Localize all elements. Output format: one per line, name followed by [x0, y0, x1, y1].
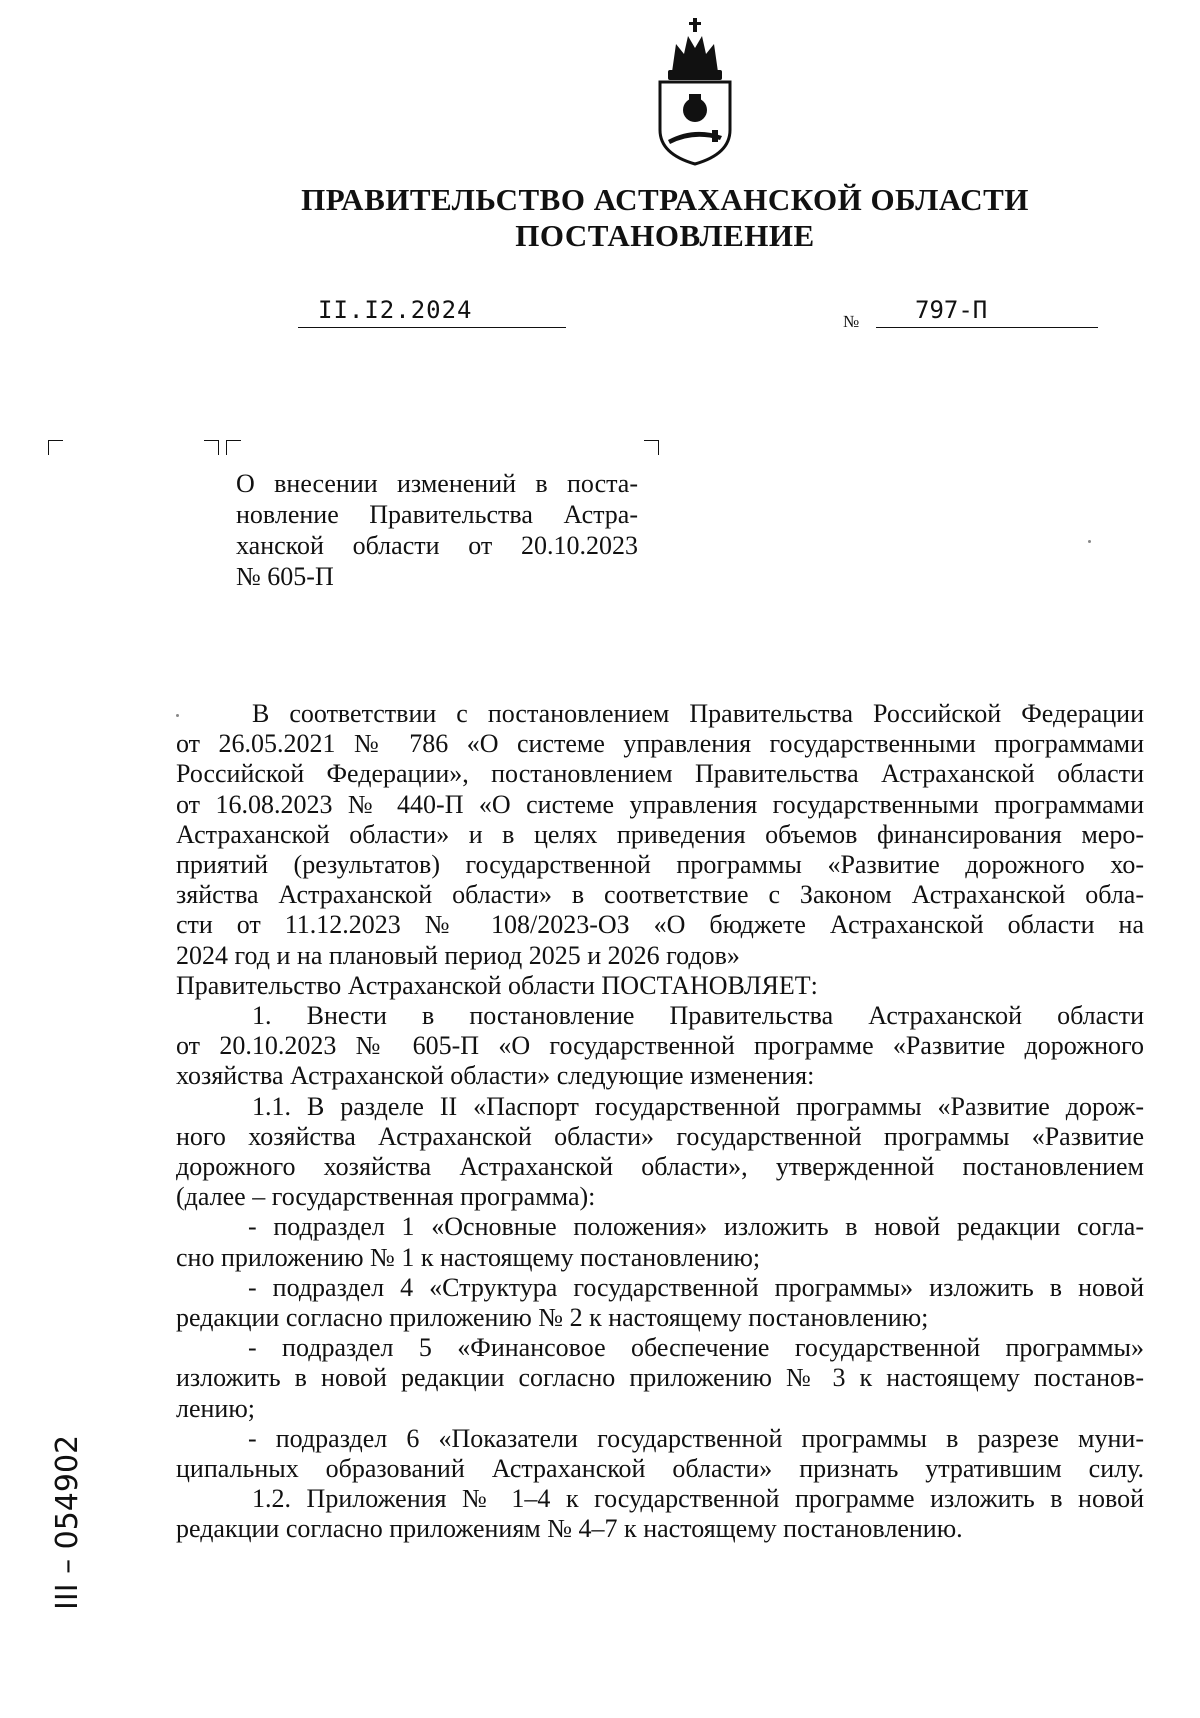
scan-speck	[176, 714, 179, 717]
corner-mark	[48, 440, 63, 455]
body-line: ного хозяйства Астраханской области» государственной программы «Развитие	[176, 1121, 1144, 1151]
body-line: хозяйства Астраханской области» следующие изменения:	[176, 1061, 815, 1091]
number-label: №	[843, 312, 860, 331]
body-line: (далее – государственная программа):	[176, 1182, 596, 1212]
body-line: от 20.10.2023 № 605-П «О государственной программе «Развитие дорожного	[176, 1031, 1144, 1061]
government-title: ПРАВИТЕЛЬСТВО АСТРАХАНСКОЙ ОБЛАСТИ	[301, 182, 1029, 217]
body-line: дорожного хозяйства Астраханской области», утвержденной постановлением	[176, 1152, 1144, 1182]
body-line: зяйства Астраханской области» в соответствие с Законом Астраханской обла-	[176, 880, 1144, 910]
date-underline	[298, 327, 566, 328]
body-line: сти от 11.12.2023 № 108/2023-ОЗ «О бюджете Астраханской области на	[176, 910, 1144, 940]
body-line: изложить в новой редакции согласно приложению № 3 к настоящему постанов-	[176, 1363, 1144, 1393]
body-line: В соответствии с постановлением Правительства Российской Федерации	[252, 699, 1144, 728]
body-line: Астраханской области» и в целях приведения объемов финансирования меро-	[176, 819, 1144, 849]
body-line: - подраздел 6 «Показатели государственной программы в разрезе муни-	[248, 1423, 1144, 1453]
body-line: - подраздел 1 «Основные положения» изложить в новой редакции согла-	[248, 1212, 1144, 1242]
corner-mark	[204, 440, 219, 455]
body-line: 1. Внести в постановление Правительства Астраханской области	[252, 1001, 1144, 1031]
body-line: сно приложению № 1 к настоящему постановлению;	[176, 1242, 761, 1272]
subject-line: ханской области от 20.10.2023	[236, 531, 638, 560]
subject-line: новление Правительства Астра-	[236, 500, 638, 529]
blank-serial-number: III – 054902	[50, 1434, 85, 1610]
body-line: 2024 год и на плановый период 2025 и 2026 годов»	[176, 940, 740, 970]
subject-line: О внесении изменений в поста-	[236, 469, 638, 498]
body-line: 1.2. Приложения № 1–4 к государственной программе изложить в новой	[252, 1484, 1144, 1514]
document-body	[176, 699, 1144, 1545]
body-line: ципальных образований Астраханской области» признать утратившим силу.	[176, 1454, 1144, 1484]
body-line: 1.1. В разделе II «Паспорт государственной программы «Развитие дорож-	[252, 1091, 1144, 1121]
number-underline	[876, 327, 1098, 328]
document-number: 797-П	[915, 296, 988, 324]
document-date: II.I2.2024	[318, 296, 473, 324]
body-line: приятий (результатов) государственной программы «Развитие дорожного хо-	[176, 850, 1144, 880]
corner-mark	[644, 440, 659, 455]
body-line: от 16.08.2023 № 440-П «О системе управления государственными программами	[176, 789, 1144, 819]
coat-of-arms-icon	[654, 18, 736, 166]
document-subject	[236, 468, 638, 592]
document-type: ПОСТАНОВЛЕНИЕ	[515, 218, 815, 253]
body-line: - подраздел 4 «Структура государственной программы» изложить в новой	[248, 1272, 1144, 1302]
body-line: - подраздел 5 «Финансовое обеспечение государственной программы»	[248, 1333, 1144, 1363]
body-line: Российской Федерации», постановлением Правительства Астраханской области	[176, 759, 1144, 789]
subject-line: № 605-П	[236, 562, 334, 591]
corner-mark	[226, 440, 241, 455]
body-line: лению;	[176, 1393, 255, 1423]
body-line: редакции согласно приложению № 2 к настоящему постановлению;	[176, 1303, 929, 1333]
body-line: Правительство Астраханской области ПОСТАНОВЛЯЕТ:	[176, 970, 818, 1000]
body-line: редакции согласно приложениям № 4–7 к настоящему постановлению.	[176, 1514, 963, 1544]
body-line: от 26.05.2021 № 786 «О системе управления государственными программами	[176, 729, 1144, 759]
scan-speck	[1088, 540, 1091, 543]
